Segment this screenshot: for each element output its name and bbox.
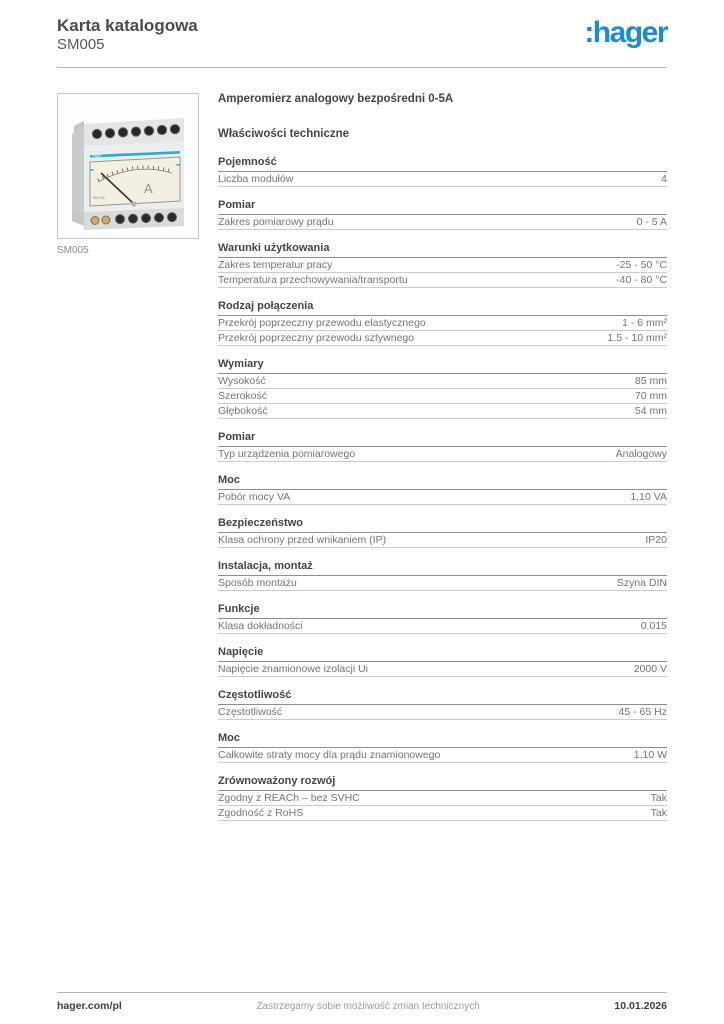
spec-label: Szerokość — [218, 390, 268, 402]
spec-label: Przekrój poprzeczny przewodu elastycznego — [218, 317, 426, 329]
section-title: Pojemność — [218, 156, 667, 172]
spec-value: 45 - 65 Hz — [618, 706, 667, 718]
spec-section — [218, 775, 667, 821]
spec-value: 85 mm — [634, 375, 667, 387]
spec-value: Szyna DIN — [616, 577, 667, 589]
spec-value: 4 — [661, 173, 667, 185]
spec-value: Tak — [650, 792, 667, 804]
product-figure — [57, 93, 199, 256]
spec-section — [218, 560, 667, 591]
spec-value: 1,10 W — [633, 749, 667, 761]
spec-value: -25 - 50 °C — [616, 259, 667, 271]
spec-label: Głębokość — [218, 405, 268, 417]
spec-section — [218, 358, 667, 419]
spec-section — [218, 242, 667, 288]
spec-value: 70 mm — [634, 390, 667, 402]
section-title: Zrównoważony rozwój — [218, 775, 667, 791]
section-title: Pomiar — [218, 199, 667, 215]
spec-label: Częstotliwość — [218, 706, 283, 718]
product-image-box — [57, 93, 199, 239]
spec-row — [218, 316, 667, 331]
section-title: Moc — [218, 474, 667, 490]
spec-row — [218, 389, 667, 404]
section-title: Wymiary — [218, 358, 667, 374]
spec-label: Całkowite straty mocy dla prądu znamionowego — [218, 749, 441, 761]
spec-value: Tak — [650, 807, 667, 819]
spec-label: Klasa dokładności — [218, 620, 303, 632]
spec-section — [218, 732, 667, 763]
footer-site: hager.com/pl — [57, 1000, 122, 1012]
section-title: Bezpieczeństwo — [218, 517, 667, 533]
spec-row — [218, 172, 667, 187]
header-titles — [57, 16, 198, 54]
spec-section — [218, 603, 667, 634]
gauge-brand-text: hager — [92, 153, 102, 158]
section-title: Moc — [218, 732, 667, 748]
spec-label: Temperatura przechowywania/transportu — [218, 274, 408, 286]
section-title: Częstotliwość — [218, 689, 667, 705]
spec-row — [218, 806, 667, 821]
spec-value: 1,10 VA — [630, 491, 667, 503]
spec-row — [218, 576, 667, 591]
footer-date: 10.01.2026 — [614, 1000, 667, 1012]
spec-row — [218, 374, 667, 389]
section-title: Funkcje — [218, 603, 667, 619]
footer-divider — [57, 992, 667, 993]
spec-section — [218, 646, 667, 677]
spec-label: Zgodny z REACh – bez SVHC — [218, 792, 360, 804]
product-code: SM005 — [57, 36, 105, 54]
product-caption: SM005 — [57, 245, 89, 256]
spec-row — [218, 447, 667, 462]
section-title: Pomiar — [218, 431, 667, 447]
spec-value: 1.5 - 10 mm² — [607, 332, 667, 344]
hager-logo: :hager — [584, 16, 667, 49]
section-title: Instalacja, montaż — [218, 560, 667, 576]
spec-row — [218, 619, 667, 634]
gauge-unit-letter: A — [144, 181, 153, 196]
section-title: Napięcie — [218, 646, 667, 662]
spec-label: Pobór mocy VA — [218, 491, 291, 503]
spec-value: 1 - 6 mm² — [622, 317, 667, 329]
spec-label: Zakres temperatur pracy — [218, 259, 333, 271]
spec-row — [218, 215, 667, 230]
spec-row — [218, 662, 667, 677]
spec-section — [218, 431, 667, 462]
spec-section — [218, 300, 667, 346]
spec-label: Napięcie znamionowe izolacji Ui — [218, 663, 368, 675]
header — [57, 16, 667, 54]
spec-row — [218, 791, 667, 806]
specs-column — [218, 93, 667, 833]
section-title: Warunki użytkowania — [218, 242, 667, 258]
spec-value: -40 - 80 °C — [616, 274, 667, 286]
spec-label: Typ urządzenia pomiarowego — [218, 448, 356, 460]
spec-section — [218, 517, 667, 548]
spec-row — [218, 273, 667, 288]
spec-value: IP20 — [645, 534, 667, 546]
spec-label: Zakres pomiarowy prądu — [218, 216, 334, 228]
doc-type-title: Karta katalogowa — [57, 16, 198, 35]
spec-label: Wysokość — [218, 375, 266, 387]
specs-subtitle: Właściwości techniczne — [218, 128, 350, 140]
spec-label: Liczba modułów — [218, 173, 294, 185]
spec-section — [218, 474, 667, 505]
spec-section — [218, 689, 667, 720]
spec-label: Przekrój poprzeczny przewodu sztywnego — [218, 332, 415, 344]
section-title: Rodzaj połączenia — [218, 300, 667, 316]
ammeter-illustration — [64, 100, 192, 232]
footer — [57, 1000, 667, 1012]
footer-disclaimer: Zastrzegamy sobie możliwość zmian technicznych — [256, 1001, 480, 1012]
spec-row — [218, 331, 667, 346]
spec-row — [218, 404, 667, 419]
spec-row — [218, 258, 667, 273]
spec-label: Klasa ochrony przed wnikaniem (IP) — [218, 534, 387, 546]
spec-value: 54 mm — [634, 405, 667, 417]
spec-row — [218, 705, 667, 720]
spec-label: Zgodność z RoHS — [218, 807, 304, 819]
header-divider — [57, 67, 667, 68]
spec-value: 2000 V — [633, 663, 667, 675]
spec-label: Sposób montażu — [218, 577, 297, 589]
spec-value: 0.015 — [640, 620, 667, 632]
spec-row — [218, 533, 667, 548]
specs-title: Amperomierz analogowy bezpośredni 0-5A — [218, 93, 454, 105]
spec-value: 0 - 5 A — [636, 216, 667, 228]
spec-section — [218, 156, 667, 187]
spec-section — [218, 199, 667, 230]
spec-row — [218, 748, 667, 763]
spec-row — [218, 490, 667, 505]
spec-value: Analogowy — [615, 448, 667, 460]
gauge-model-text: SM 005 — [93, 196, 105, 200]
